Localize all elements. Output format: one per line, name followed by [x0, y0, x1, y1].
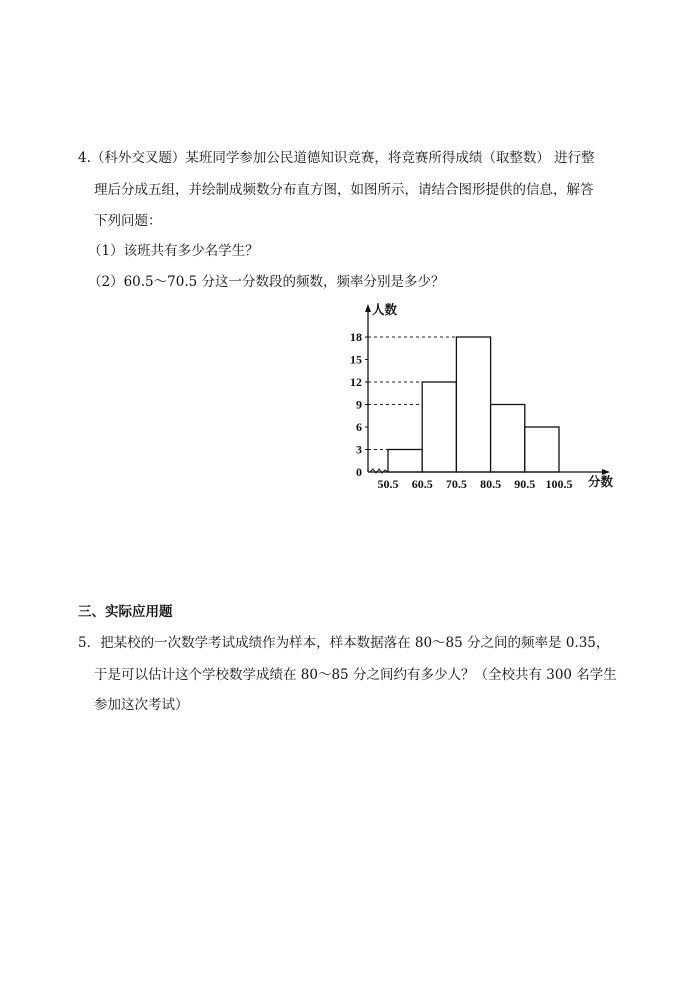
x-tick-label: 100.5 [545, 477, 573, 491]
y-tick-label: 0 [356, 465, 362, 479]
x-tick-label: 80.5 [480, 477, 502, 491]
q4-line-2: 理后分成五组，并绘制成频数分布直方图，如图所示，请结合图形提供的信息，解答 [94, 182, 594, 198]
q5-line-1: 5．把某校的一次数学考试成绩作为样本，样本数据落在 80～85 分之间的频率是 0.35， [78, 635, 610, 651]
q4-sub-question-2: （2）60.5～70.5 分这一分数段的频数，频率分别是多少？ [88, 274, 445, 290]
y-tick-label: 6 [356, 420, 362, 434]
q4-line-3: 下列问题： [94, 213, 162, 229]
x-axis-title: 分数 [588, 475, 614, 489]
q5-line-2: 于是可以估计这个学校数学成绩在 80～85 分之间约有多少人？（全校共有 300 名学生 [94, 667, 617, 683]
y-tick-label: 18 [350, 330, 362, 344]
q4-sub-question-1: （1）该班共有多少名学生？ [88, 243, 259, 259]
histogram-bar [525, 427, 559, 472]
histogram-chart [340, 296, 630, 496]
y-tick-label: 15 [350, 352, 362, 367]
y-tick-label: 12 [350, 375, 362, 389]
section-3-title: 三、实际应用题 [78, 604, 173, 620]
y-tick-label: 9 [356, 397, 362, 412]
q5-line-3: 参加这次考试） [94, 697, 189, 713]
x-tick-label: 70.5 [445, 477, 467, 491]
histogram-bar [456, 337, 490, 472]
y-axis-title: 人数 [372, 303, 398, 317]
x-tick-label: 90.5 [514, 477, 536, 491]
histogram-bar [422, 382, 456, 472]
y-tick-label: 3 [356, 442, 362, 457]
y-axis-arrow [365, 304, 371, 312]
x-tick-label: 60.5 [411, 477, 433, 491]
q4-line-1: 4.（科外交叉题）某班同学参加公民道德知识竞赛，将竞赛所得成绩（取整数） 进行整 [78, 150, 595, 166]
histogram-bar [491, 405, 525, 473]
histogram-bar [388, 450, 422, 473]
x-tick-label: 50.5 [377, 477, 399, 491]
